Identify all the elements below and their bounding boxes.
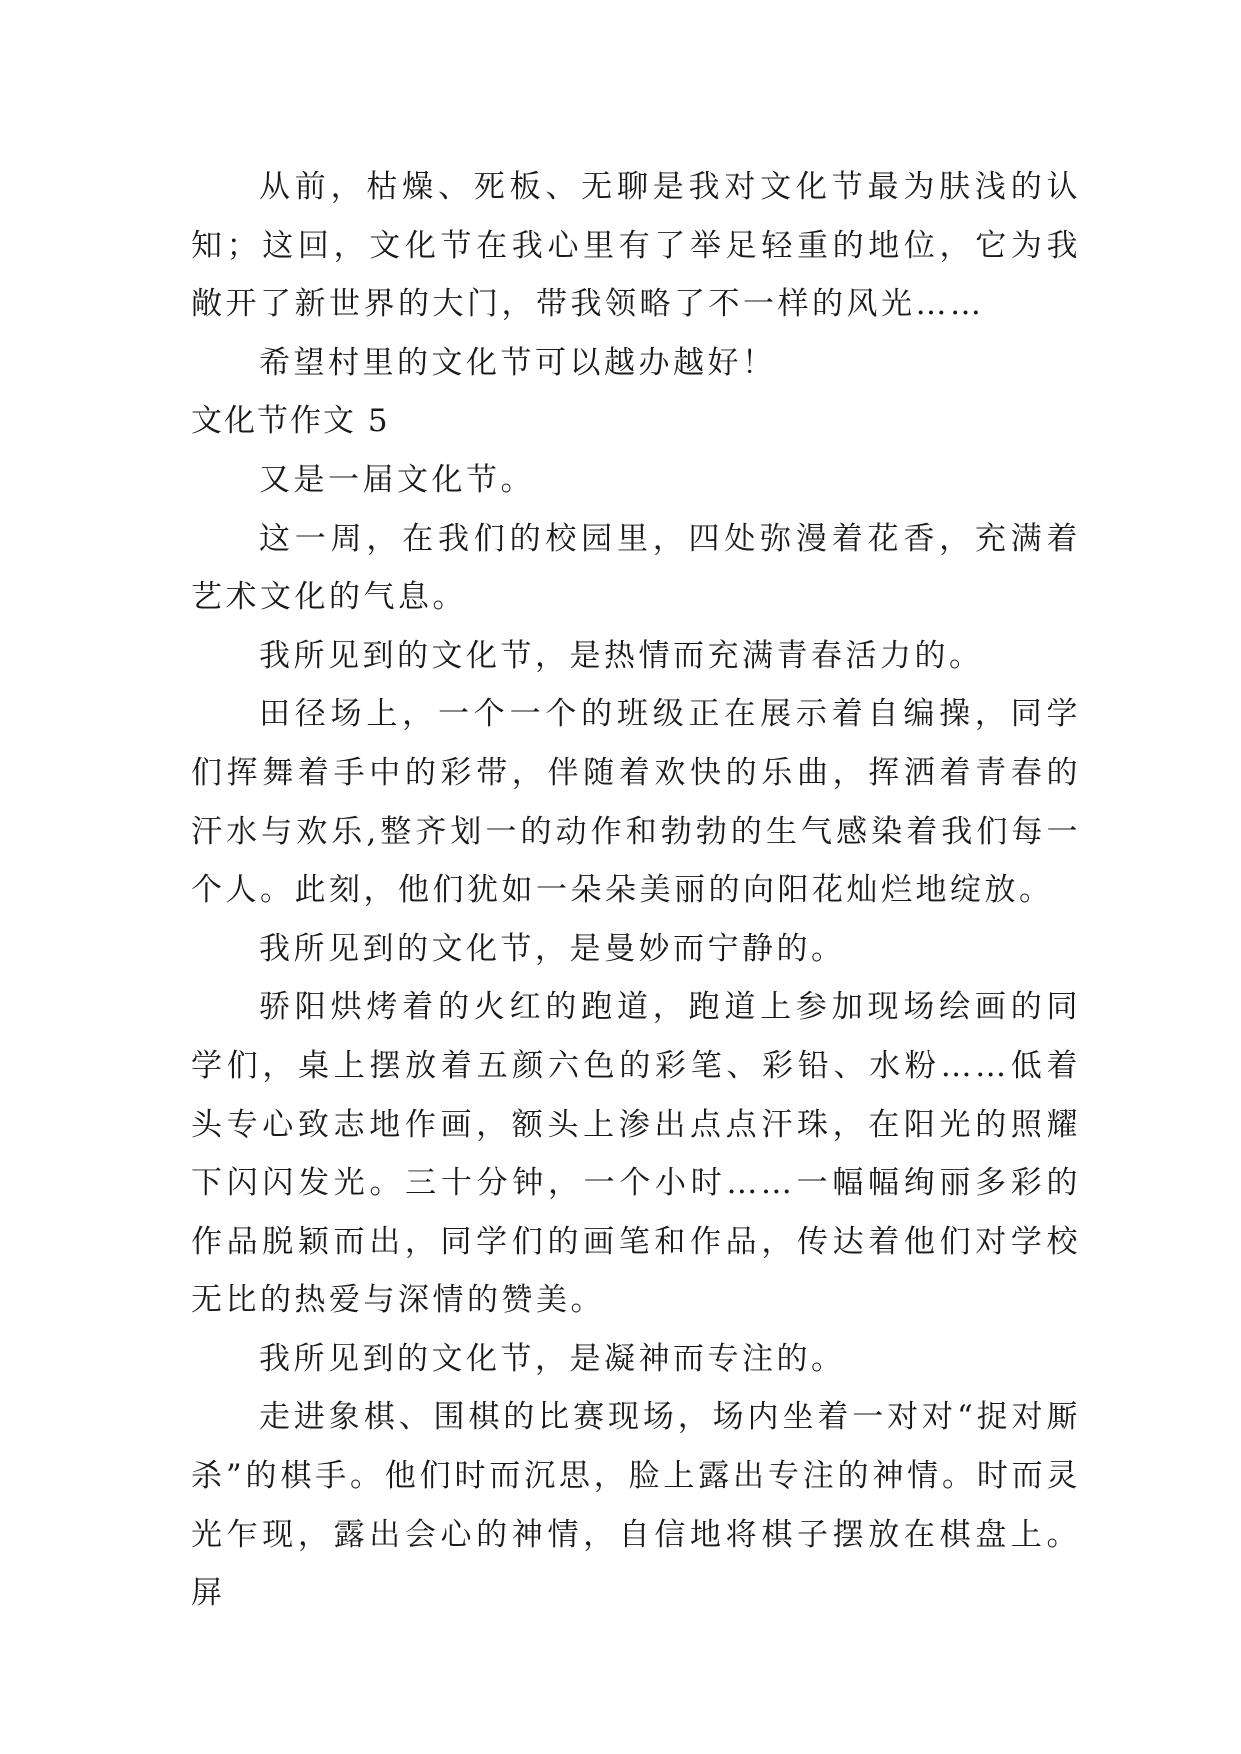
paragraph: 我所见到的文化节，是曼妙而宁静的。 xyxy=(259,930,846,967)
paragraph: 这一周，在我们的校园里，四处弥漫着花香，充满着艺术文化的气息。 xyxy=(191,520,1081,616)
paragraph: 我所见到的文化节，是凝神而专注的。 xyxy=(259,1340,846,1377)
paragraph: 又是一届文化节。 xyxy=(259,461,535,498)
document-body xyxy=(191,158,1081,1623)
paragraph: 走进象棋、围棋的比赛现场，场内坐着一对对“捉对厮杀”的棋手。他们时而沉思，脸上露出专注的神情。时而灵光乍现，露出会心的神情，自信地将棋子摆放在棋盘上。屏 xyxy=(191,1399,1081,1612)
paragraph: 我所见到的文化节，是热情而充满青春活力的。 xyxy=(259,637,984,674)
paragraph: 从前，枯燥、死板、无聊是我对文化节最为肤浅的认知；这回，文化节在我心里有了举足轻重的地位，它为我敞开了新世界的大门，带我领略了不一样的风光…… xyxy=(191,169,1081,323)
paragraph: 希望村里的文化节可以越办越好！ xyxy=(259,344,777,381)
paragraph: 田径场上，一个一个的班级正在展示着自编操，同学们挥舞着手中的彩带，伴随着欢快的乐曲，挥洒着青春的汗水与欢乐,整齐划一的动作和勃勃的生气感染着我们每一个人。此刻，他们犹如一朵朵美丽的向阳花灿烂地绽放。 xyxy=(191,696,1081,909)
section-heading: 文化节作文 5 xyxy=(191,403,390,440)
paragraph: 骄阳烘烤着的火红的跑道，跑道上参加现场绘画的同学们，桌上摆放着五颜六色的彩笔、彩铅、水粉……低着头专心致志地作画，额头上渗出点点汗珠，在阳光的照耀下闪闪发光。三十分钟，一个小时……一幅幅绚丽多彩的作品脱颖而出，同学们的画笔和作品，传达着他们对学校无比的热爱与深情的赞美。 xyxy=(191,989,1081,1319)
